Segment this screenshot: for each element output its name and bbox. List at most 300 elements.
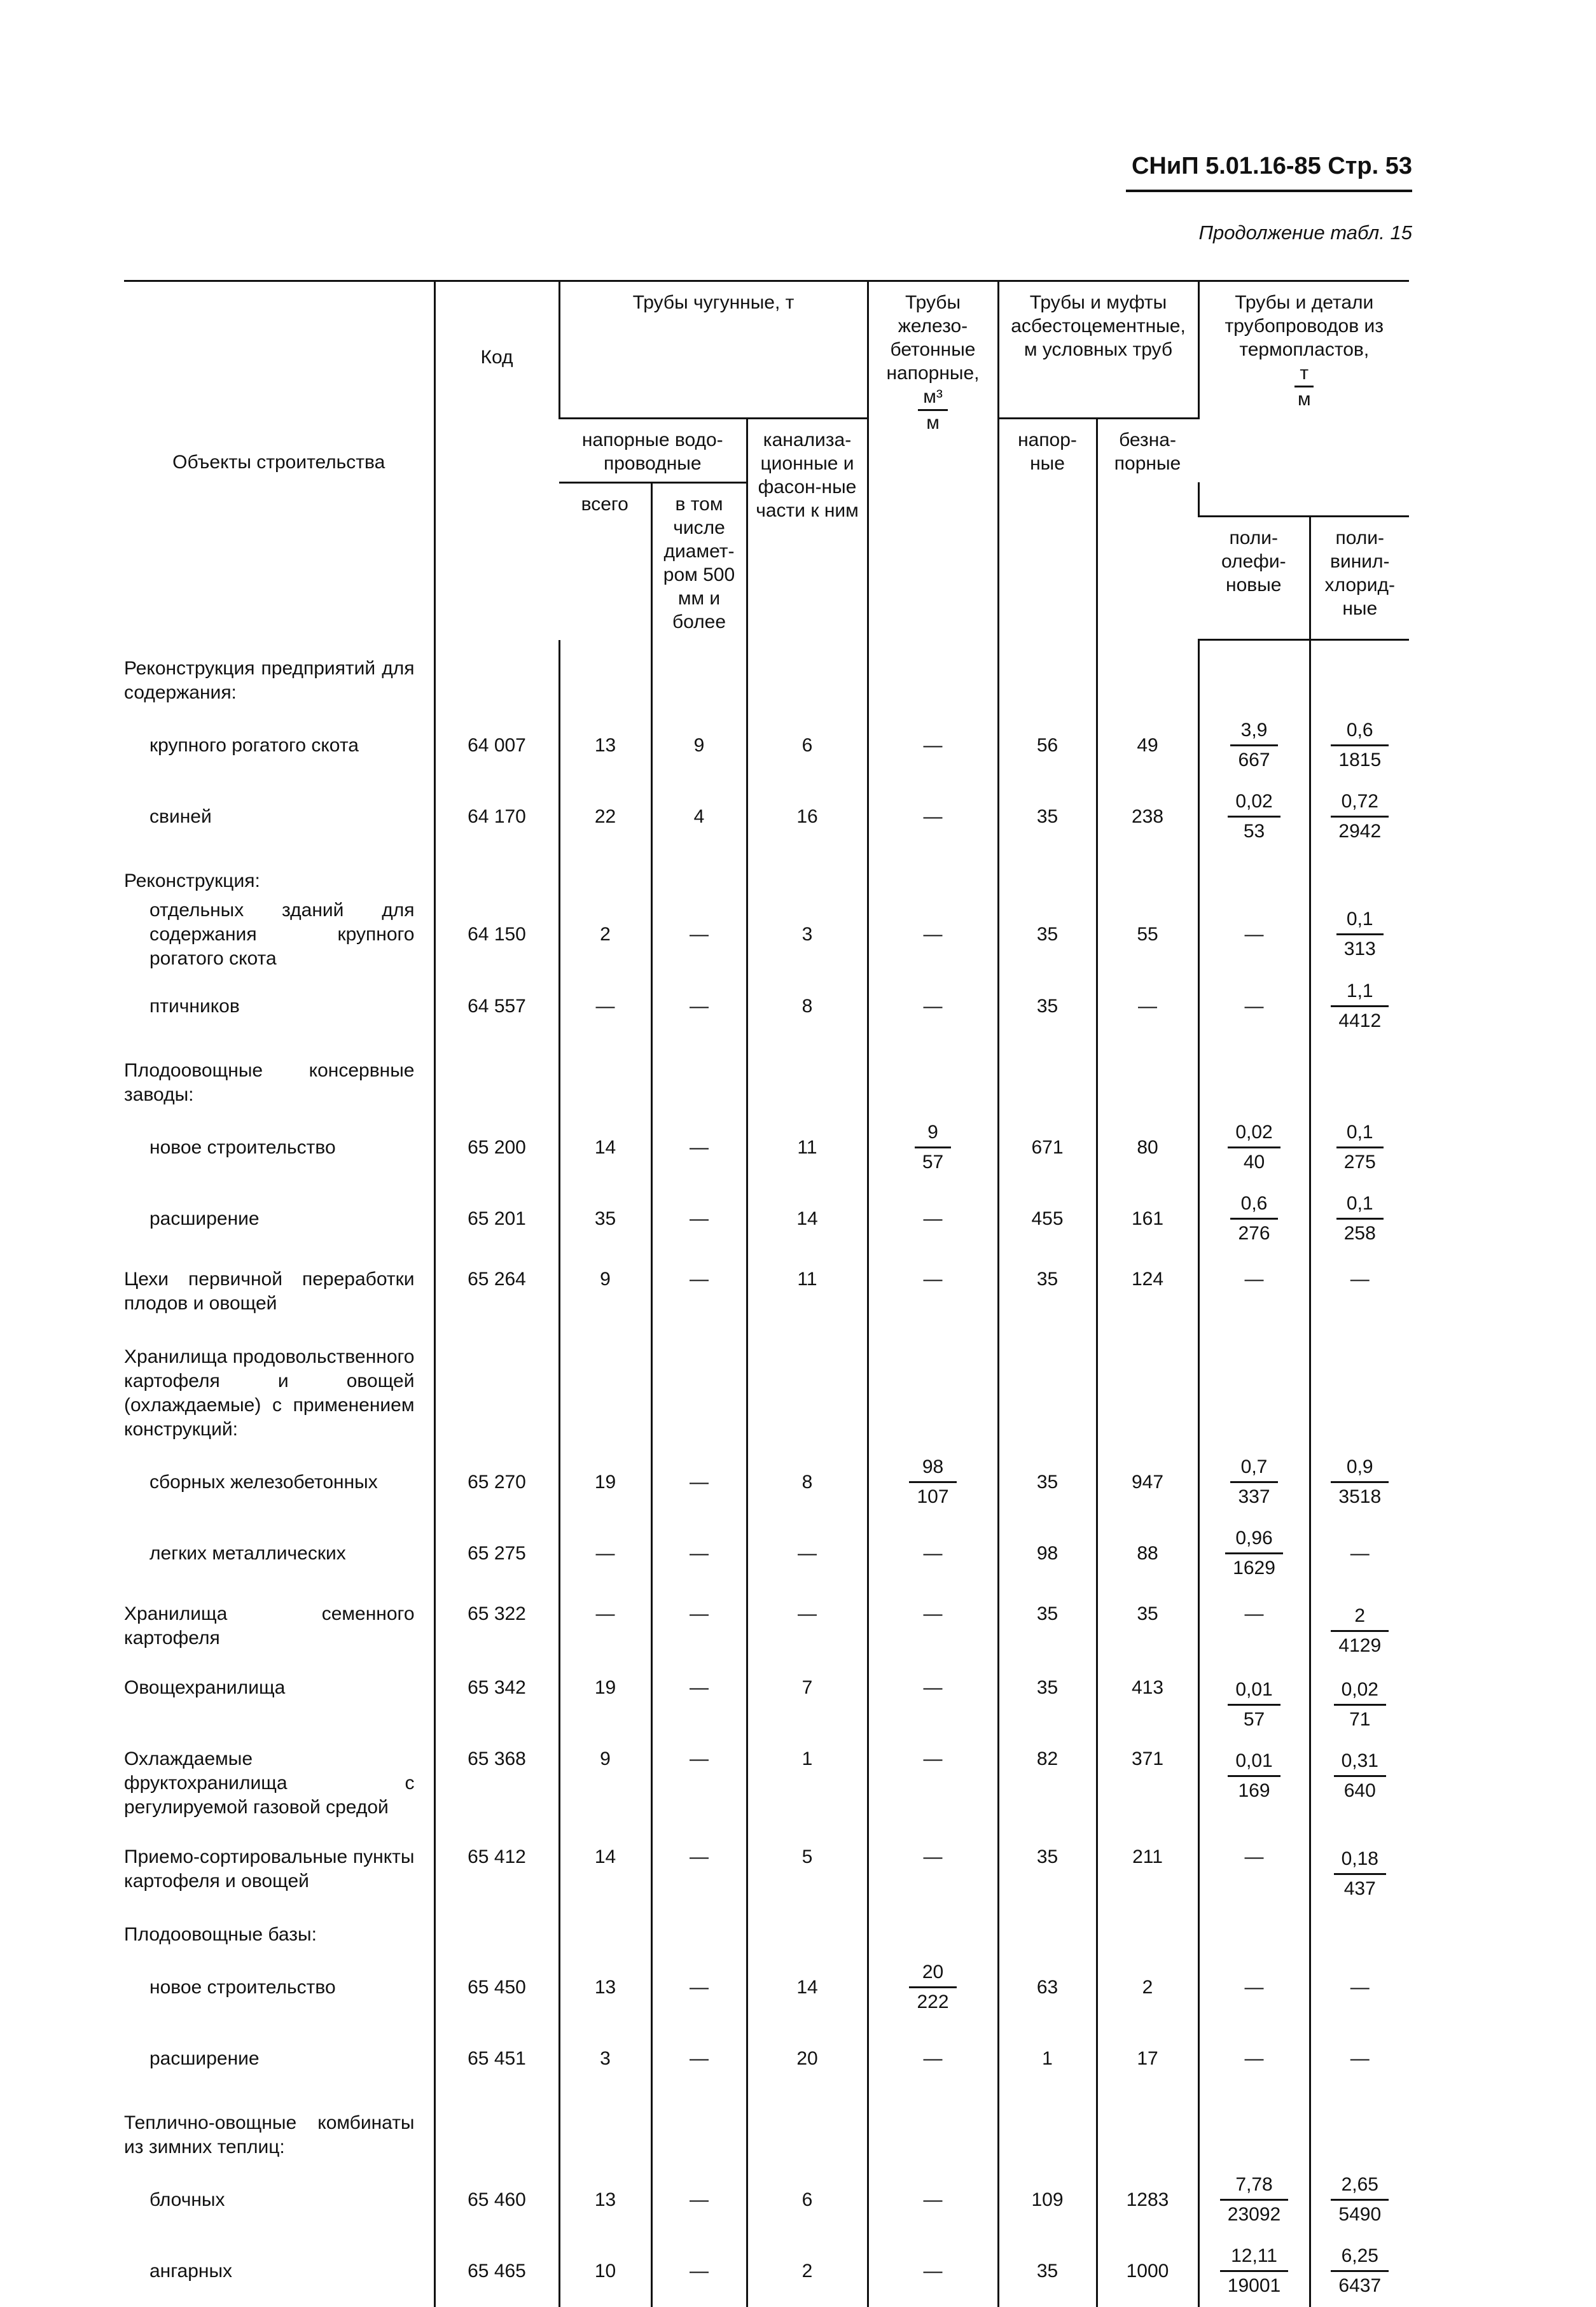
empty-cell bbox=[1198, 2094, 1310, 2164]
fraction-numerator: 0,72 bbox=[1331, 788, 1389, 818]
reinforced-concrete-cell bbox=[868, 2164, 998, 2236]
cell-value: 4 bbox=[693, 805, 705, 827]
empty-cell bbox=[747, 1906, 868, 1952]
fraction-value bbox=[1331, 1453, 1389, 1511]
cell-value: 238 bbox=[1131, 805, 1164, 827]
cell-value: 9 bbox=[600, 1268, 611, 1290]
reinforced-concrete-cell bbox=[868, 1255, 998, 1328]
cell-value: 49 bbox=[1137, 734, 1158, 756]
dash-placeholder: — bbox=[1244, 1268, 1264, 1290]
cell-value: 35 bbox=[1137, 1603, 1158, 1624]
fraction-numerator: 7,78 bbox=[1220, 2171, 1288, 2201]
empty-cell bbox=[998, 2094, 1097, 2164]
cell-value: 35 bbox=[1036, 1603, 1058, 1624]
pvc-cell bbox=[1310, 971, 1409, 1042]
object-name: Плодоовощные базы: bbox=[124, 1923, 317, 1945]
object-cell bbox=[124, 1952, 434, 2023]
polyolefin-cell bbox=[1198, 2023, 1310, 2094]
dash-placeholder: — bbox=[1350, 1268, 1370, 1290]
fraction-value bbox=[1228, 1676, 1280, 1734]
cell-value: 9 bbox=[693, 734, 705, 756]
polyolefin-cell bbox=[1198, 898, 1310, 971]
table-row bbox=[124, 781, 1409, 853]
sewer-pipes-header: канализа-ционные и фасон-ные части к ним bbox=[747, 418, 868, 640]
fraction-numerator: 6,25 bbox=[1331, 2242, 1389, 2272]
reinforced-concrete-label: Трубы железо-бетонные напорные, bbox=[886, 292, 980, 384]
diameter-500-cell bbox=[651, 1447, 747, 1518]
total-header: всего bbox=[559, 482, 651, 640]
cell-value: 80 bbox=[1137, 1136, 1158, 1158]
polyolefin-cell bbox=[1198, 971, 1310, 1042]
empty-cell bbox=[651, 2094, 747, 2164]
polyolefin-cell bbox=[1198, 2236, 1310, 2307]
empty-cell bbox=[998, 853, 1097, 898]
object-name: Реконструкция предприятий для содержания: bbox=[124, 657, 415, 703]
object-cell bbox=[124, 2023, 434, 2094]
reinforced-concrete-cell bbox=[868, 898, 998, 971]
empty-cell bbox=[559, 2094, 651, 2164]
dash-placeholder: — bbox=[690, 1208, 709, 1229]
polyolefin-cell bbox=[1198, 781, 1310, 853]
fraction-denominator: 57 bbox=[1243, 1708, 1265, 1730]
total-cell bbox=[559, 1663, 651, 1734]
diameter-500-cell bbox=[651, 2023, 747, 2094]
asbestos-pressure-cell bbox=[998, 710, 1097, 781]
code-cell bbox=[434, 1589, 559, 1663]
empty-cell bbox=[868, 1042, 998, 1112]
cell-value: 1283 bbox=[1126, 2189, 1169, 2210]
fraction-numerator: 0,1 bbox=[1336, 1190, 1384, 1220]
sewer-cell bbox=[747, 898, 868, 971]
code-cell bbox=[434, 2236, 559, 2307]
cell-value: 82 bbox=[1036, 1748, 1058, 1769]
asbestos-nonpressure-cell bbox=[1097, 781, 1198, 853]
dash-placeholder: — bbox=[923, 995, 943, 1017]
fraction-denominator: 313 bbox=[1343, 938, 1376, 959]
object-name: сборных железобетонных bbox=[149, 1471, 378, 1493]
cell-value: 35 bbox=[1036, 805, 1058, 827]
table-row bbox=[124, 1183, 1409, 1255]
fraction-numerator: 2,65 bbox=[1331, 2171, 1389, 2201]
dash-placeholder: — bbox=[1350, 2047, 1370, 2069]
object-name: Плодоовощные консервные заводы: bbox=[124, 1059, 415, 1105]
empty-cell bbox=[1198, 1328, 1310, 1447]
fraction-denominator: 258 bbox=[1343, 1223, 1376, 1244]
cell-value: 35 bbox=[1036, 1676, 1058, 1698]
objects-column-header: Объекты строительства bbox=[124, 281, 434, 640]
fraction-denominator: 437 bbox=[1343, 1878, 1376, 1899]
code-cell bbox=[434, 1112, 559, 1183]
pvc-cell bbox=[1310, 1663, 1409, 1734]
asbestos-nonpressure-cell bbox=[1097, 1832, 1198, 1906]
reinforced-concrete-cell bbox=[868, 1663, 998, 1734]
diameter-500-cell bbox=[651, 971, 747, 1042]
cast-iron-pipes-header: Трубы чугунные, т bbox=[559, 281, 868, 419]
fraction-denominator: 640 bbox=[1343, 1780, 1376, 1801]
reinforced-concrete-cell bbox=[868, 2236, 998, 2307]
dash-placeholder: — bbox=[798, 1542, 817, 1564]
asbestos-pressure-cell bbox=[998, 2236, 1097, 2307]
polyolefin-cell bbox=[1198, 710, 1310, 781]
fraction-value bbox=[1230, 1453, 1277, 1511]
empty-cell bbox=[1198, 1042, 1310, 1112]
cell-value: 65 200 bbox=[468, 1136, 526, 1158]
empty-cell bbox=[998, 1042, 1097, 1112]
cell-value: 65 342 bbox=[468, 1676, 526, 1698]
total-cell bbox=[559, 710, 651, 781]
diameter-500-cell bbox=[651, 1663, 747, 1734]
diameter-500-cell bbox=[651, 898, 747, 971]
object-name: новое строительство bbox=[149, 1136, 336, 1158]
pvc-cell bbox=[1310, 1112, 1409, 1183]
cell-value: 64 007 bbox=[468, 734, 526, 756]
table-row bbox=[124, 710, 1409, 781]
dash-placeholder: — bbox=[690, 1268, 709, 1290]
cell-value: 64 170 bbox=[468, 805, 526, 827]
empty-cell bbox=[1198, 1906, 1310, 1952]
asbestos-nonpressure-cell bbox=[1097, 1112, 1198, 1183]
empty-cell bbox=[559, 853, 651, 898]
object-cell bbox=[124, 1328, 434, 1447]
dash-placeholder: — bbox=[923, 1208, 943, 1229]
reinforced-concrete-cell bbox=[868, 710, 998, 781]
cell-value: 2 bbox=[1142, 1976, 1153, 1998]
fraction-value bbox=[1331, 1602, 1389, 1660]
object-cell bbox=[124, 1518, 434, 1589]
fraction-numerator: 0,1 bbox=[1336, 905, 1384, 935]
diameter-500-cell bbox=[651, 1112, 747, 1183]
pvc-cell bbox=[1310, 1734, 1409, 1832]
dash-placeholder: — bbox=[923, 805, 943, 827]
empty-cell bbox=[434, 1906, 559, 1952]
polyolefin-cell bbox=[1198, 1518, 1310, 1589]
empty-cell bbox=[998, 640, 1097, 710]
table-row bbox=[124, 2023, 1409, 2094]
object-name: ангарных bbox=[149, 2260, 233, 2282]
cell-value: 124 bbox=[1131, 1268, 1164, 1290]
table-row bbox=[124, 898, 1409, 971]
dash-placeholder: — bbox=[690, 2260, 709, 2282]
table-row bbox=[124, 1447, 1409, 1518]
unit-numerator: т bbox=[1294, 361, 1314, 387]
cell-value: 211 bbox=[1132, 1846, 1163, 1867]
cell-value: 65 451 bbox=[468, 2047, 526, 2069]
fraction-value bbox=[1230, 716, 1277, 774]
code-cell bbox=[434, 710, 559, 781]
section-heading-row bbox=[124, 2094, 1409, 2164]
dash-placeholder: — bbox=[595, 1542, 615, 1564]
thermoplastic-spacer bbox=[1198, 482, 1409, 517]
empty-cell bbox=[1310, 640, 1409, 710]
dash-placeholder: — bbox=[1350, 1542, 1370, 1564]
dash-placeholder: — bbox=[923, 923, 943, 945]
empty-cell bbox=[1097, 1328, 1198, 1447]
total-cell bbox=[559, 1112, 651, 1183]
object-name: Теплично-овощные комбинаты из зимних теплиц: bbox=[124, 2112, 415, 2157]
fraction-numerator: 9 bbox=[915, 1119, 951, 1148]
fraction-value bbox=[1220, 2171, 1288, 2229]
pvc-cell bbox=[1310, 710, 1409, 781]
fraction-numerator: 3,9 bbox=[1230, 716, 1277, 746]
cell-value: 109 bbox=[1031, 2189, 1064, 2210]
table-row bbox=[124, 1255, 1409, 1328]
fraction-value bbox=[1331, 788, 1389, 846]
cell-value: 6 bbox=[801, 734, 813, 756]
fraction-value bbox=[1220, 2242, 1288, 2300]
fraction-denominator: 222 bbox=[917, 1991, 949, 2012]
fraction-denominator: 275 bbox=[1343, 1152, 1376, 1173]
cell-value: 22 bbox=[594, 805, 616, 827]
fraction-value bbox=[1230, 1190, 1277, 1248]
code-cell bbox=[434, 1663, 559, 1734]
total-cell bbox=[559, 1518, 651, 1589]
dash-placeholder: — bbox=[1138, 995, 1157, 1017]
dash-placeholder: — bbox=[690, 2189, 709, 2210]
fraction-numerator: 0,02 bbox=[1228, 788, 1280, 818]
object-cell bbox=[124, 898, 434, 971]
diameter-500-cell bbox=[651, 1734, 747, 1832]
object-cell bbox=[124, 2164, 434, 2236]
total-cell bbox=[559, 781, 651, 853]
asbestos-pressure-header: напор-ные bbox=[998, 418, 1097, 640]
cell-value: 14 bbox=[594, 1846, 616, 1867]
cell-value: 14 bbox=[796, 1208, 818, 1229]
dash-placeholder: — bbox=[1244, 1603, 1264, 1624]
empty-cell bbox=[1097, 1906, 1198, 1952]
fraction-denominator: 169 bbox=[1238, 1780, 1270, 1801]
diameter-500-cell bbox=[651, 1518, 747, 1589]
fraction-value bbox=[1331, 2242, 1389, 2300]
dash-placeholder: — bbox=[595, 995, 615, 1017]
code-cell bbox=[434, 1183, 559, 1255]
asbestos-nonpressure-cell bbox=[1097, 1447, 1198, 1518]
diameter-500-cell bbox=[651, 710, 747, 781]
object-cell bbox=[124, 1832, 434, 1906]
object-name: Овощехранилища bbox=[124, 1676, 286, 1698]
table-row bbox=[124, 2164, 1409, 2236]
cell-value: 11 bbox=[797, 1136, 817, 1158]
empty-cell bbox=[559, 1042, 651, 1112]
asbestos-pressure-cell bbox=[998, 1952, 1097, 2023]
object-cell bbox=[124, 1589, 434, 1663]
cell-value: 65 412 bbox=[468, 1846, 526, 1867]
cell-value: 3 bbox=[801, 923, 813, 945]
asbestos-pressure-cell bbox=[998, 1518, 1097, 1589]
total-cell bbox=[559, 1255, 651, 1328]
empty-cell bbox=[434, 640, 559, 710]
fraction-value bbox=[909, 1958, 956, 2016]
cell-value: 6 bbox=[801, 2189, 813, 2210]
thermoplastic-pipes-header bbox=[1198, 281, 1409, 419]
cell-value: 13 bbox=[594, 734, 616, 756]
reinforced-concrete-cell bbox=[868, 2023, 998, 2094]
total-cell bbox=[559, 898, 651, 971]
cell-value: 671 bbox=[1031, 1136, 1064, 1158]
cell-value: 65 460 bbox=[468, 2189, 526, 2210]
empty-cell bbox=[868, 853, 998, 898]
code-cell bbox=[434, 2023, 559, 2094]
code-cell bbox=[434, 898, 559, 971]
sewer-cell bbox=[747, 1734, 868, 1832]
empty-cell bbox=[868, 640, 998, 710]
cell-value: 17 bbox=[1137, 2047, 1158, 2069]
table-row bbox=[124, 2236, 1409, 2307]
fraction-numerator: 0,6 bbox=[1230, 1190, 1277, 1220]
fraction-numerator: 0,02 bbox=[1334, 1676, 1386, 1706]
empty-cell bbox=[651, 1042, 747, 1112]
asbestos-nonpressure-cell bbox=[1097, 1518, 1198, 1589]
dash-placeholder: — bbox=[690, 1976, 709, 1998]
reinforced-concrete-cell bbox=[868, 781, 998, 853]
asbestos-nonpressure-cell bbox=[1097, 1183, 1198, 1255]
dash-placeholder: — bbox=[595, 1603, 615, 1624]
sewer-cell bbox=[747, 2164, 868, 2236]
empty-cell bbox=[747, 1042, 868, 1112]
code-cell bbox=[434, 1518, 559, 1589]
dash-placeholder: — bbox=[923, 2047, 943, 2069]
polyolefin-cell bbox=[1198, 2164, 1310, 2236]
cell-value: 14 bbox=[796, 1976, 818, 1998]
asbestos-pressure-cell bbox=[998, 1183, 1097, 1255]
total-cell bbox=[559, 1952, 651, 2023]
title-rule bbox=[1126, 190, 1412, 192]
asbestos-pressure-cell bbox=[998, 2023, 1097, 2094]
fraction-numerator: 0,02 bbox=[1228, 1119, 1280, 1148]
object-cell bbox=[124, 1734, 434, 1832]
fraction-value bbox=[1228, 1119, 1280, 1176]
empty-cell bbox=[651, 1906, 747, 1952]
reinforced-concrete-unit bbox=[918, 385, 948, 435]
empty-cell bbox=[434, 2094, 559, 2164]
fraction-value bbox=[909, 1453, 956, 1511]
object-cell bbox=[124, 1663, 434, 1734]
object-cell bbox=[124, 640, 434, 710]
reinforced-concrete-pipes-header bbox=[868, 281, 998, 640]
asbestos-pressure-cell bbox=[998, 2164, 1097, 2236]
fraction-numerator: 0,96 bbox=[1225, 1524, 1283, 1554]
cell-value: 13 bbox=[594, 2189, 616, 2210]
object-cell bbox=[124, 1183, 434, 1255]
fraction-denominator: 3518 bbox=[1338, 1486, 1382, 1507]
table-body bbox=[124, 640, 1409, 2307]
dash-placeholder: — bbox=[923, 2189, 943, 2210]
thermoplastic-label: Трубы и детали трубопроводов из термопластов, bbox=[1225, 292, 1384, 360]
total-cell bbox=[559, 1589, 651, 1663]
object-cell bbox=[124, 853, 434, 898]
asbestos-nonpressure-cell bbox=[1097, 1589, 1198, 1663]
pvc-cell bbox=[1310, 1952, 1409, 2023]
pvc-header: поли-винил-хлорид-ные bbox=[1310, 517, 1409, 640]
sewer-cell bbox=[747, 1255, 868, 1328]
dash-placeholder: — bbox=[923, 1542, 943, 1564]
unit-numerator: м³ bbox=[918, 385, 948, 411]
table-row bbox=[124, 1112, 1409, 1183]
fraction-denominator: 23092 bbox=[1227, 2204, 1281, 2225]
fraction-denominator: 337 bbox=[1238, 1486, 1270, 1507]
pvc-cell bbox=[1310, 1255, 1409, 1328]
pvc-cell bbox=[1310, 1447, 1409, 1518]
cell-value: 1000 bbox=[1126, 2260, 1169, 2282]
cell-value: 8 bbox=[801, 1471, 813, 1493]
reinforced-concrete-cell bbox=[868, 1952, 998, 2023]
empty-cell bbox=[1097, 1042, 1198, 1112]
object-name: Хранилища семенного картофеля bbox=[124, 1603, 415, 1648]
section-heading-row bbox=[124, 1042, 1409, 1112]
dash-placeholder: — bbox=[923, 1603, 943, 1624]
total-cell bbox=[559, 2023, 651, 2094]
code-cell bbox=[434, 1255, 559, 1328]
polyolefin-cell bbox=[1198, 1663, 1310, 1734]
diameter-500-cell bbox=[651, 2236, 747, 2307]
fraction-denominator: 4412 bbox=[1338, 1010, 1382, 1031]
cell-value: 35 bbox=[594, 1208, 616, 1229]
fraction-numerator: 0,01 bbox=[1228, 1676, 1280, 1706]
total-cell bbox=[559, 1447, 651, 1518]
fraction-numerator: 12,11 bbox=[1220, 2242, 1288, 2272]
asbestos-nonpressure-cell bbox=[1097, 1255, 1198, 1328]
object-cell bbox=[124, 1447, 434, 1518]
cell-value: 35 bbox=[1036, 1471, 1058, 1493]
fraction-numerator: 0,31 bbox=[1334, 1747, 1386, 1777]
fraction-denominator: 2942 bbox=[1338, 821, 1382, 842]
fraction-numerator: 0,01 bbox=[1228, 1747, 1280, 1777]
fraction-value bbox=[915, 1119, 951, 1176]
cell-value: 2 bbox=[600, 923, 611, 945]
empty-cell bbox=[1310, 1042, 1409, 1112]
unit-denominator: м bbox=[926, 412, 940, 433]
object-name: отдельных зданий для содержания крупного рогатого скота bbox=[149, 899, 415, 969]
fraction-value bbox=[1336, 1119, 1384, 1176]
cell-value: 55 bbox=[1137, 923, 1158, 945]
cell-value: 16 bbox=[796, 805, 818, 827]
cell-value: 65 465 bbox=[468, 2260, 526, 2282]
dash-placeholder: — bbox=[1244, 2047, 1264, 2069]
fraction-value bbox=[1334, 1676, 1386, 1734]
fraction-numerator: 0,7 bbox=[1230, 1453, 1277, 1483]
total-cell bbox=[559, 1734, 651, 1832]
empty-cell bbox=[651, 640, 747, 710]
empty-cell bbox=[1198, 853, 1310, 898]
sewer-cell bbox=[747, 1518, 868, 1589]
empty-cell bbox=[559, 640, 651, 710]
object-name: Цехи первичной переработки плодов и овощей bbox=[124, 1268, 415, 1314]
pvc-cell bbox=[1310, 1183, 1409, 1255]
fraction-value bbox=[1331, 2171, 1389, 2229]
diameter-500-cell bbox=[651, 1832, 747, 1906]
cell-value: 64 557 bbox=[468, 995, 526, 1017]
fraction-value bbox=[1334, 1747, 1386, 1805]
asbestos-pressure-cell bbox=[998, 1255, 1097, 1328]
empty-cell bbox=[651, 853, 747, 898]
dash-placeholder: — bbox=[690, 995, 709, 1017]
dash-placeholder: — bbox=[690, 1846, 709, 1867]
asbestos-pressure-cell bbox=[998, 781, 1097, 853]
diameter-500-cell bbox=[651, 1589, 747, 1663]
empty-cell bbox=[1097, 2094, 1198, 2164]
cell-value: 9 bbox=[600, 1748, 611, 1769]
cell-value: 371 bbox=[1131, 1748, 1164, 1769]
dash-placeholder: — bbox=[923, 1676, 943, 1698]
diameter-500-cell bbox=[651, 1255, 747, 1328]
dash-placeholder: — bbox=[690, 1676, 709, 1698]
fraction-numerator: 0,1 bbox=[1336, 1119, 1384, 1148]
thermoplastic-unit bbox=[1294, 361, 1314, 412]
code-column-header: Код bbox=[434, 281, 559, 640]
asbestos-nonpressure-cell bbox=[1097, 898, 1198, 971]
total-cell bbox=[559, 1183, 651, 1255]
reinforced-concrete-cell bbox=[868, 1183, 998, 1255]
cell-value: 455 bbox=[1031, 1208, 1064, 1229]
